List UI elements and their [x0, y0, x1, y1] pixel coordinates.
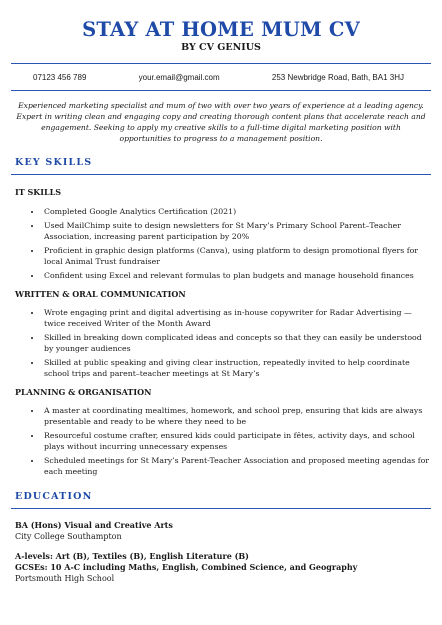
contact-email: your.email@gmail.com — [138, 72, 220, 82]
key-skills-heading: KEY SKILLS — [11, 157, 431, 175]
communication-heading: WRITTEN & ORAL COMMUNICATION — [15, 289, 186, 299]
gcses-line: GCSEs: 10 A-C including Maths, English, Combined Science, and Geography — [15, 562, 358, 572]
list-item: • Skilled at public speaking and giving clear instruction, repeatedly invited to help coordinate school trips and parent–teacher meetings at St Mary’s — [42, 357, 431, 379]
list-item: • Used MailChimp suite to design newsletters for St Mary’s Primary School Parent–Teacher Association, increasing parent participation by 20% — [42, 220, 431, 242]
it-skills-list — [11, 206, 431, 281]
list-item: • Completed Google Analytics Certification (2021) — [42, 206, 431, 217]
education-heading: EDUCATION — [11, 491, 431, 509]
cv-title: STAY AT HOME MUM CV — [82, 18, 360, 41]
degree-title: BA (Hons) Visual and Creative Arts — [15, 520, 173, 530]
school-name: Portsmouth High School — [15, 574, 115, 583]
list-item: • Confident using Excel and relevant formulas to plan budgets and manage household finances — [42, 270, 431, 281]
college-name: City College Southampton — [15, 532, 122, 541]
communication-list — [11, 307, 431, 379]
list-item: • Skilled in breaking down complicated ideas and concepts so that they can easily be understood by younger audiences — [42, 332, 431, 354]
alevels-line: A-levels: Art (B), Textiles (B), English Literature (B) — [15, 551, 249, 561]
list-item: • Wrote engaging print and digital advertising as in-house copywriter for Radar Advertising — twice received Writer of the Month Award — [42, 307, 431, 329]
it-skills-heading: IT SKILLS — [15, 187, 61, 197]
contact-bar — [11, 63, 431, 91]
planning-heading: PLANNING & ORGANISATION — [15, 387, 152, 397]
list-item: • Resourceful costume crafter, ensured kids could participate in fêtes, activity days, and school plays without incurring unnecessary expenses — [42, 430, 431, 452]
cv-subtitle: BY CV GENIUS — [181, 42, 261, 53]
list-item: • Proficient in graphic design platforms (Canva), using platform to design promotional flyers for local Animal Trust fundraiser — [42, 245, 431, 267]
contact-phone: 07123 456 789 — [33, 72, 87, 82]
profile-summary: Experienced marketing specialist and mum of two with over two years of experience at a leading agency. Expert in writing clean and engaging copy and creating thorough content plans that accelerate reach and engagement. Seeking to apply my creative skills to a full-time digital marketing position with opportunities to progress to a management position. — [16, 101, 426, 143]
list-item: • Scheduled meetings for St Mary’s Parent-Teacher Association and proposed meeting agendas for each meeting — [42, 455, 431, 477]
list-item: • A master at coordinating mealtimes, homework, and school prep, ensuring that kids are always presentable and ready to be where they need to be — [42, 405, 431, 427]
planning-list — [11, 405, 431, 477]
contact-address: 253 Newbridge Road, Bath, BA1 3HJ — [271, 72, 404, 82]
